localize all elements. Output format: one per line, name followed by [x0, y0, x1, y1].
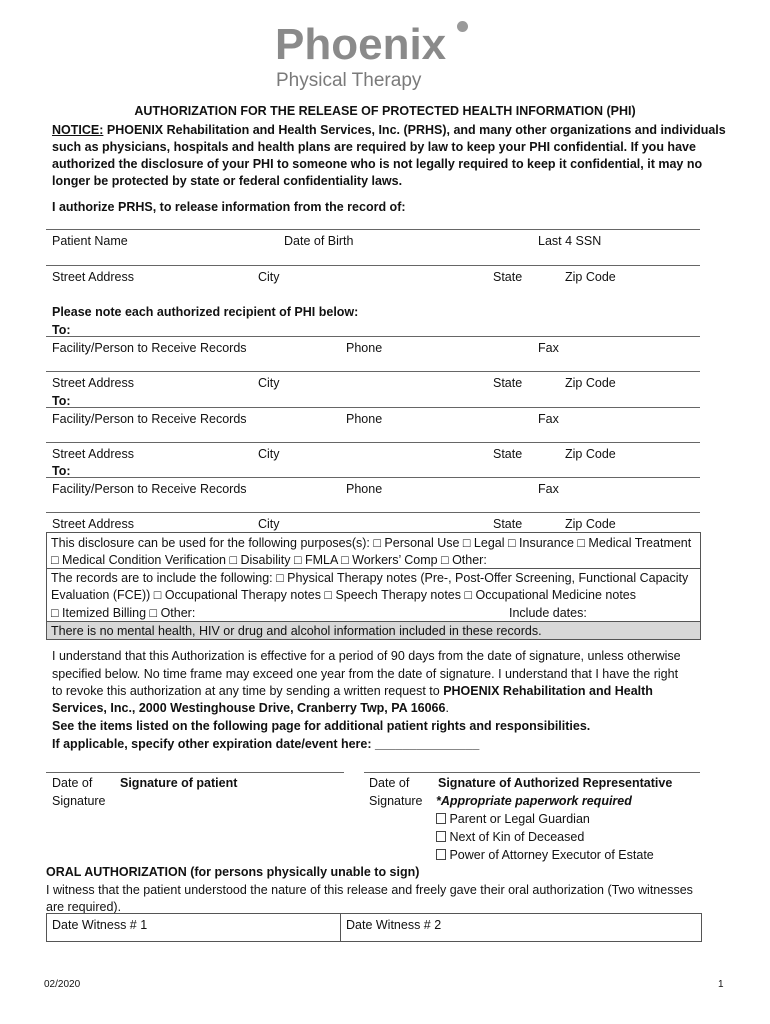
purposes-line-1: This disclosure can be used for the following purposes(s): □ Personal Use □ Legal □ Insurance □ Medical Treatment	[51, 536, 692, 550]
mental-note: There is no mental health, HIV or drug and alcohol information included in these records.	[51, 624, 542, 638]
expiration-line: If applicable, specify other expiration date/event here: _______________	[52, 737, 480, 751]
witness-divider	[340, 913, 341, 942]
patient-date-of: Date of	[52, 776, 93, 790]
notice-text-1: PHOENIX Rehabilitation and Health Services, Inc. (PRHS), and many other organizations and individuals	[103, 123, 726, 137]
recipient-3-zip: Zip Code	[565, 517, 616, 531]
recipient-2-fax: Fax	[538, 412, 559, 426]
patient-top-rule	[46, 229, 700, 230]
rep-date-of: Date of	[369, 776, 410, 790]
oral-line-2: are required).	[46, 900, 122, 914]
recipient-3-mid-rule	[46, 512, 700, 513]
understand-line-3b: PHOENIX Rehabilitation and Health	[443, 684, 653, 698]
recipient-3-facility: Facility/Person to Receive Records	[52, 482, 247, 496]
logo-wordmark: Phoenix	[275, 20, 447, 69]
witness-2-label: Date Witness # 2	[346, 918, 442, 932]
recipient-1-city: City	[258, 376, 280, 390]
understand-line-3	[52, 684, 653, 699]
page-title: AUTHORIZATION FOR THE RELEASE OF PROTECTED HEALTH INFORMATION (PHI)	[134, 104, 636, 118]
understand-line-2: specified below. No time frame may exceed one year from the date of signature. I understand that I have the right	[52, 667, 679, 681]
recipient-3-state: State	[493, 517, 523, 531]
rep-signature-rule	[364, 772, 700, 773]
patient-signature-word: Signature	[52, 794, 106, 808]
dob-label: Date of Birth	[284, 234, 354, 248]
rep-option-next-of-kin-label: Next of Kin of Deceased	[446, 830, 585, 844]
recipient-1-phone: Phone	[346, 341, 383, 355]
authorize-statement: I authorize PRHS, to release information from the record of:	[52, 200, 406, 214]
oral-line-1: I witness that the patient understood the nature of this release and freely gave their oral authorization (Two witnesses	[46, 883, 693, 897]
recipient-1-street: Street Address	[52, 376, 134, 390]
notice-line-3: authorized the disclosure of your PHI to someone who is not legally required to keep it confidential, it may no	[52, 157, 703, 171]
understand-line-3a: to revoke this authorization at any time by sending a written request to	[52, 684, 444, 698]
purposes-divider	[46, 568, 701, 569]
understand-line-4b: .	[445, 701, 449, 715]
patient-name-label: Patient Name	[52, 234, 128, 248]
records-line-3a: □ Itemized Billing □ Other:	[51, 606, 196, 620]
logo-dot-icon	[457, 21, 468, 32]
recipient-3-phone: Phone	[346, 482, 383, 496]
records-include-dates: Include dates:	[509, 606, 587, 620]
recipient-2-mid-rule	[46, 442, 700, 443]
recipient-1-mid-rule	[46, 371, 700, 372]
notice-label: NOTICE:	[52, 123, 104, 137]
rep-option-poa[interactable]	[436, 848, 654, 863]
recipient-1-state: State	[493, 376, 523, 390]
recipients-heading: Please note each authorized recipient of PHI below:	[52, 305, 359, 319]
rep-option-guardian-label: Parent or Legal Guardian	[446, 812, 590, 826]
patient-zip-label: Zip Code	[565, 270, 616, 284]
recipient-2-phone: Phone	[346, 412, 383, 426]
understand-line-4a: Services, Inc., 2000 Westinghouse Drive, Cranberry Twp, PA 16066	[52, 701, 446, 715]
recipient-3-top-rule	[46, 477, 700, 478]
patient-city-label: City	[258, 270, 280, 284]
recipient-2-street: Street Address	[52, 447, 134, 461]
checkbox-icon	[436, 813, 446, 824]
recipient-3-to: To:	[52, 464, 71, 478]
recipient-3-fax: Fax	[538, 482, 559, 496]
rep-option-guardian[interactable]	[436, 812, 590, 827]
notice-line-2: such as physicians, hospitals and health plans are required by law to keep your PHI confidential. If you have	[52, 140, 696, 154]
records-line-2: Evaluation (FCE)) □ Occupational Therapy notes □ Speech Therapy notes □ Occupational Medicine notes	[51, 588, 636, 602]
recipient-1-top-rule	[46, 336, 700, 337]
understand-line-5: See the items listed on the following page for additional patient rights and responsibilities.	[52, 719, 591, 733]
recipient-2-city: City	[258, 447, 280, 461]
recipient-2-top-rule	[46, 407, 700, 408]
checkbox-icon	[436, 849, 446, 860]
logo-subtitle: Physical Therapy	[276, 70, 422, 91]
patient-state-label: State	[493, 270, 523, 284]
recipient-2-zip: Zip Code	[565, 447, 616, 461]
oral-heading: ORAL AUTHORIZATION (for persons physically unable to sign)	[46, 865, 420, 879]
recipient-3-city: City	[258, 517, 280, 531]
rep-option-next-of-kin[interactable]	[436, 830, 584, 845]
ssn-label: Last 4 SSN	[538, 234, 602, 248]
recipient-2-to: To:	[52, 394, 71, 408]
patient-mid-rule	[46, 265, 700, 266]
rep-signature-word: Signature	[369, 794, 423, 808]
patient-signature-label: Signature of patient	[120, 776, 238, 790]
checkbox-icon	[436, 831, 446, 842]
footer-page-number: 1	[718, 979, 724, 990]
purposes-line-2: □ Medical Condition Verification □ Disability □ FMLA □ Workers’ Comp □ Other:	[51, 553, 487, 567]
records-line-1: The records are to include the following: □ Physical Therapy notes (Pre-, Post-Offer Screening, Functional Capacity	[51, 571, 689, 585]
rep-signature-label: Signature of Authorized Representative	[438, 776, 673, 790]
recipient-2-state: State	[493, 447, 523, 461]
recipient-2-facility: Facility/Person to Receive Records	[52, 412, 247, 426]
notice-line-1	[52, 123, 726, 138]
patient-signature-rule	[46, 772, 344, 773]
understand-line-4	[52, 701, 449, 716]
understand-line-1: I understand that this Authorization is effective for a period of 90 days from the date of signature, unless otherwise	[52, 649, 681, 663]
recipient-3-street: Street Address	[52, 517, 134, 531]
witness-1-label: Date Witness # 1	[52, 918, 148, 932]
recipient-1-fax: Fax	[538, 341, 559, 355]
recipient-1-facility: Facility/Person to Receive Records	[52, 341, 247, 355]
footer-date: 02/2020	[44, 979, 81, 990]
paperwork-note: *Appropriate paperwork required	[436, 794, 632, 808]
notice-line-4: longer be protected by state or federal confidentiality laws.	[52, 174, 403, 188]
rep-option-poa-label: Power of Attorney Executor of Estate	[446, 848, 654, 862]
recipient-1-to: To:	[52, 323, 71, 337]
patient-street-label: Street Address	[52, 270, 134, 284]
recipient-1-zip: Zip Code	[565, 376, 616, 390]
